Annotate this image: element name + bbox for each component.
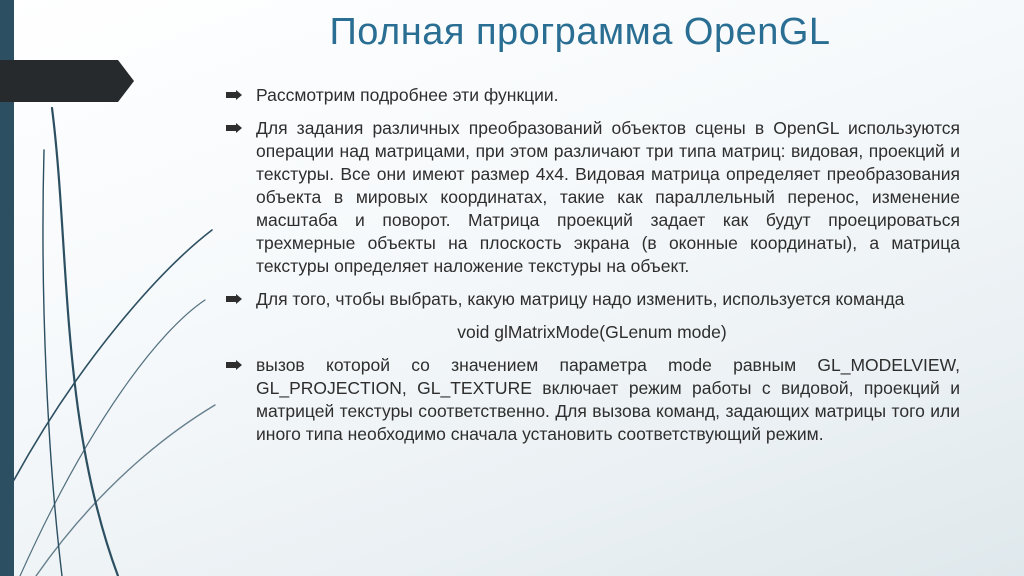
arrow-bullet-icon	[226, 294, 242, 304]
bullet-text: вызов которой со значением параметра mode равным GL_MODELVIEW, GL_PROJECTION, GL_TEXTURE включает режим работы с видовой, проекций и матрицей текстуры соответственно. Для вызова команд, задающих матрицы того или иного типа необходимо сначала установить соответствующий режим.	[256, 355, 960, 444]
curve-line	[52, 108, 118, 576]
curve-line	[43, 150, 62, 576]
bullet-item	[224, 117, 960, 278]
bullet-text: Для задания различных преобразований объектов сцены в OpenGL используются операции над матрицами, при этом различают три типа матриц: видовая, проекций и текстуры. Все они имеют размер 4x4. Видовая матрица определяет преобразования объекта в мировых координатах, такие как параллельный перенос, изменение масштаба и поворот. Матрица проекций задает как будут проецироваться трехмерные объекты на плоскость экрана (в оконные координаты), а матрица текстуры определяет наложение текстуры на объект.	[256, 118, 960, 276]
title-tab-arrow	[0, 60, 134, 102]
curve-line	[20, 300, 205, 576]
arrow-bullet-icon	[226, 90, 242, 100]
curve-line	[36, 405, 215, 576]
bullet-text: Рассмотрим подробнее эти функции.	[256, 85, 559, 105]
slide-title: Полная программа OpenGL	[329, 11, 831, 53]
bullet-text: Для того, чтобы выбрать, какую матрицу надо изменить, используется команда	[256, 289, 905, 309]
arrow-bullet-icon	[226, 360, 242, 370]
bullet-item	[224, 354, 960, 446]
slide-content	[224, 84, 960, 456]
code-line: void glMatrixMode(GLenum mode)	[457, 322, 727, 342]
arrow-bullet-icon	[226, 123, 242, 133]
bullet-item	[224, 288, 960, 311]
bullet-item	[224, 84, 960, 107]
